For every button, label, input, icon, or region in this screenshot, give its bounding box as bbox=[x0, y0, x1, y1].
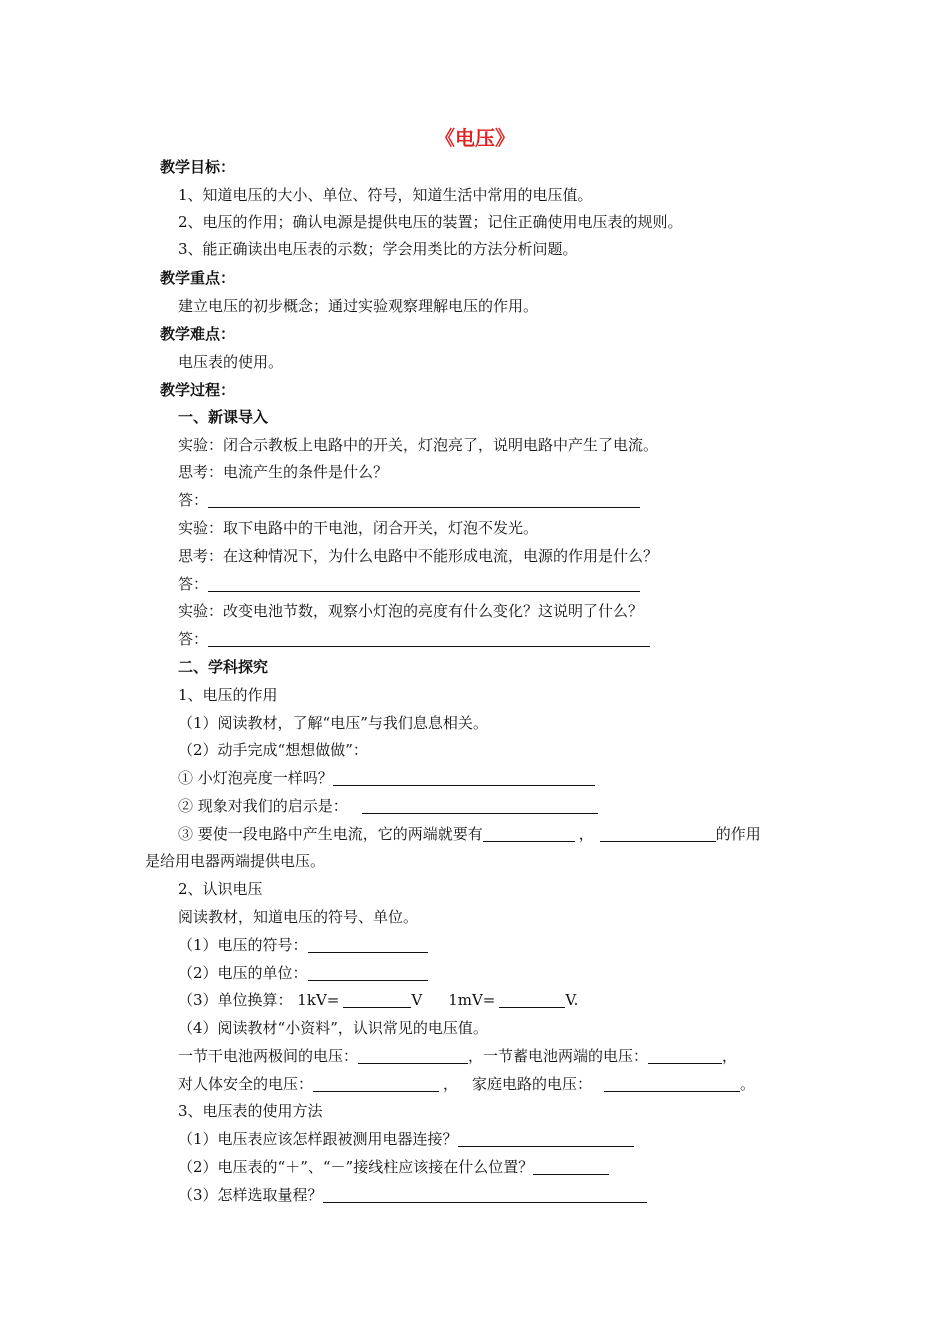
s3-item-1-blank[interactable] bbox=[458, 1130, 634, 1147]
s2-item-2: （2）电压的单位： bbox=[178, 963, 428, 983]
think-2: 思考：在这种情况下，为什么电路中不能形成电流，电源的作用是什么？ bbox=[178, 547, 659, 565]
objectives-heading: 教学目标： bbox=[160, 158, 236, 176]
household-voltage-blank[interactable] bbox=[604, 1075, 740, 1092]
difficulty-heading: 教学难点： bbox=[160, 325, 236, 343]
document-title: 《电压》 bbox=[435, 126, 515, 150]
answer-2-blank[interactable] bbox=[208, 575, 640, 592]
safe-voltage-blank[interactable] bbox=[313, 1075, 439, 1092]
s1-item-1: （1）阅读教材，了解“电压”与我们息息相关。 bbox=[178, 714, 488, 732]
answer-1 bbox=[178, 490, 640, 510]
objective-2: 2、电压的作用；确认电源是提供电压的装置；记住正确使用电压表的规则。 bbox=[178, 213, 683, 231]
s2-heading: 2、认识电压 bbox=[178, 880, 263, 898]
experiment-3: 实验：改变电池节数，观察小灯泡的亮度有什么变化？这说明了什么？ bbox=[178, 602, 644, 620]
key-text: 建立电压的初步概念；通过实验观察理解电压的作用。 bbox=[178, 297, 539, 315]
s1-q1-blank[interactable] bbox=[333, 769, 595, 786]
s3-heading: 3、电压表的使用方法 bbox=[178, 1102, 323, 1120]
objective-3: 3、能正确读出电压表的示数；学会用类比的方法分析问题。 bbox=[178, 240, 578, 258]
battery-voltage-blank[interactable] bbox=[648, 1047, 722, 1064]
process-heading: 教学过程： bbox=[160, 381, 236, 399]
s2-item-4: （4）阅读教材“小资料”，认识常见的电压值。 bbox=[178, 1019, 488, 1037]
objective-1: 1、知道电压的大小、单位、符号，知道生活中常用的电压值。 bbox=[178, 186, 593, 204]
s2-voltage-line-1: 一节干电池两极间的电压： ，一节蓄电池两端的电压： ， bbox=[178, 1047, 738, 1065]
part2-heading: 二、学科探究 bbox=[178, 658, 269, 676]
voltage-unit-blank[interactable] bbox=[308, 964, 428, 981]
answer-1-blank[interactable] bbox=[208, 491, 640, 508]
answer-3-blank[interactable] bbox=[208, 630, 650, 647]
s3-item-2-blank[interactable] bbox=[533, 1158, 609, 1175]
s2-item-1: （1）电压的符号： bbox=[178, 935, 428, 955]
s1-q2-blank[interactable] bbox=[362, 797, 598, 814]
answer-label: 答： bbox=[178, 630, 209, 648]
s1-question-1: ① 小灯泡亮度一样吗？ bbox=[178, 768, 595, 788]
s3-item-1: （1）电压表应该怎样跟被测用电器连接？ bbox=[178, 1129, 634, 1149]
voltage-symbol-blank[interactable] bbox=[308, 936, 428, 953]
answer-label: 答： bbox=[178, 491, 209, 509]
s3-item-2: （2）电压表的“＋”、“－”接线柱应该接在什么位置？ bbox=[178, 1157, 609, 1177]
dry-cell-voltage-blank[interactable] bbox=[358, 1047, 468, 1064]
s2-item-3: （3）单位换算： 1kV= V 1mV= V. bbox=[178, 991, 579, 1009]
s3-item-3: （3）怎样选取量程？ bbox=[178, 1185, 647, 1205]
answer-3 bbox=[178, 629, 650, 649]
s2-intro: 阅读教材，知道电压的符号、单位。 bbox=[178, 908, 419, 926]
s1-item-2: （2）动手完成“想想做做”： bbox=[178, 741, 368, 759]
s1-question-3-cont: 是给用电器两端提供电压。 bbox=[145, 852, 326, 870]
answer-label: 答： bbox=[178, 575, 209, 593]
experiment-1: 实验：闭合示教板上电路中的开关，灯泡亮了，说明电路中产生了电流。 bbox=[178, 436, 659, 454]
kv-blank[interactable] bbox=[343, 991, 411, 1008]
answer-2 bbox=[178, 574, 640, 594]
s1-q3-blank-2[interactable] bbox=[600, 825, 716, 842]
s1-question-3: ③ 要使一段电路中产生电流，它的两端就要有 ， 的作用 bbox=[178, 825, 761, 843]
experiment-2: 实验：取下电路中的干电池，闭合开关，灯泡不发光。 bbox=[178, 519, 539, 537]
think-1: 思考：电流产生的条件是什么？ bbox=[178, 463, 389, 481]
mv-blank[interactable] bbox=[499, 991, 565, 1008]
s2-voltage-line-2: 对人体安全的电压： ， 家庭电路的电压： 。 bbox=[178, 1075, 756, 1093]
s1-heading: 1、电压的作用 bbox=[178, 686, 278, 704]
difficulty-text: 电压表的使用。 bbox=[178, 353, 284, 371]
key-heading: 教学重点： bbox=[160, 269, 236, 287]
s1-question-2: ② 现象对我们的启示是： bbox=[178, 796, 598, 816]
s3-item-3-blank[interactable] bbox=[323, 1186, 647, 1203]
part1-heading: 一、新课导入 bbox=[178, 408, 269, 426]
s1-q3-blank-1[interactable] bbox=[483, 825, 575, 842]
